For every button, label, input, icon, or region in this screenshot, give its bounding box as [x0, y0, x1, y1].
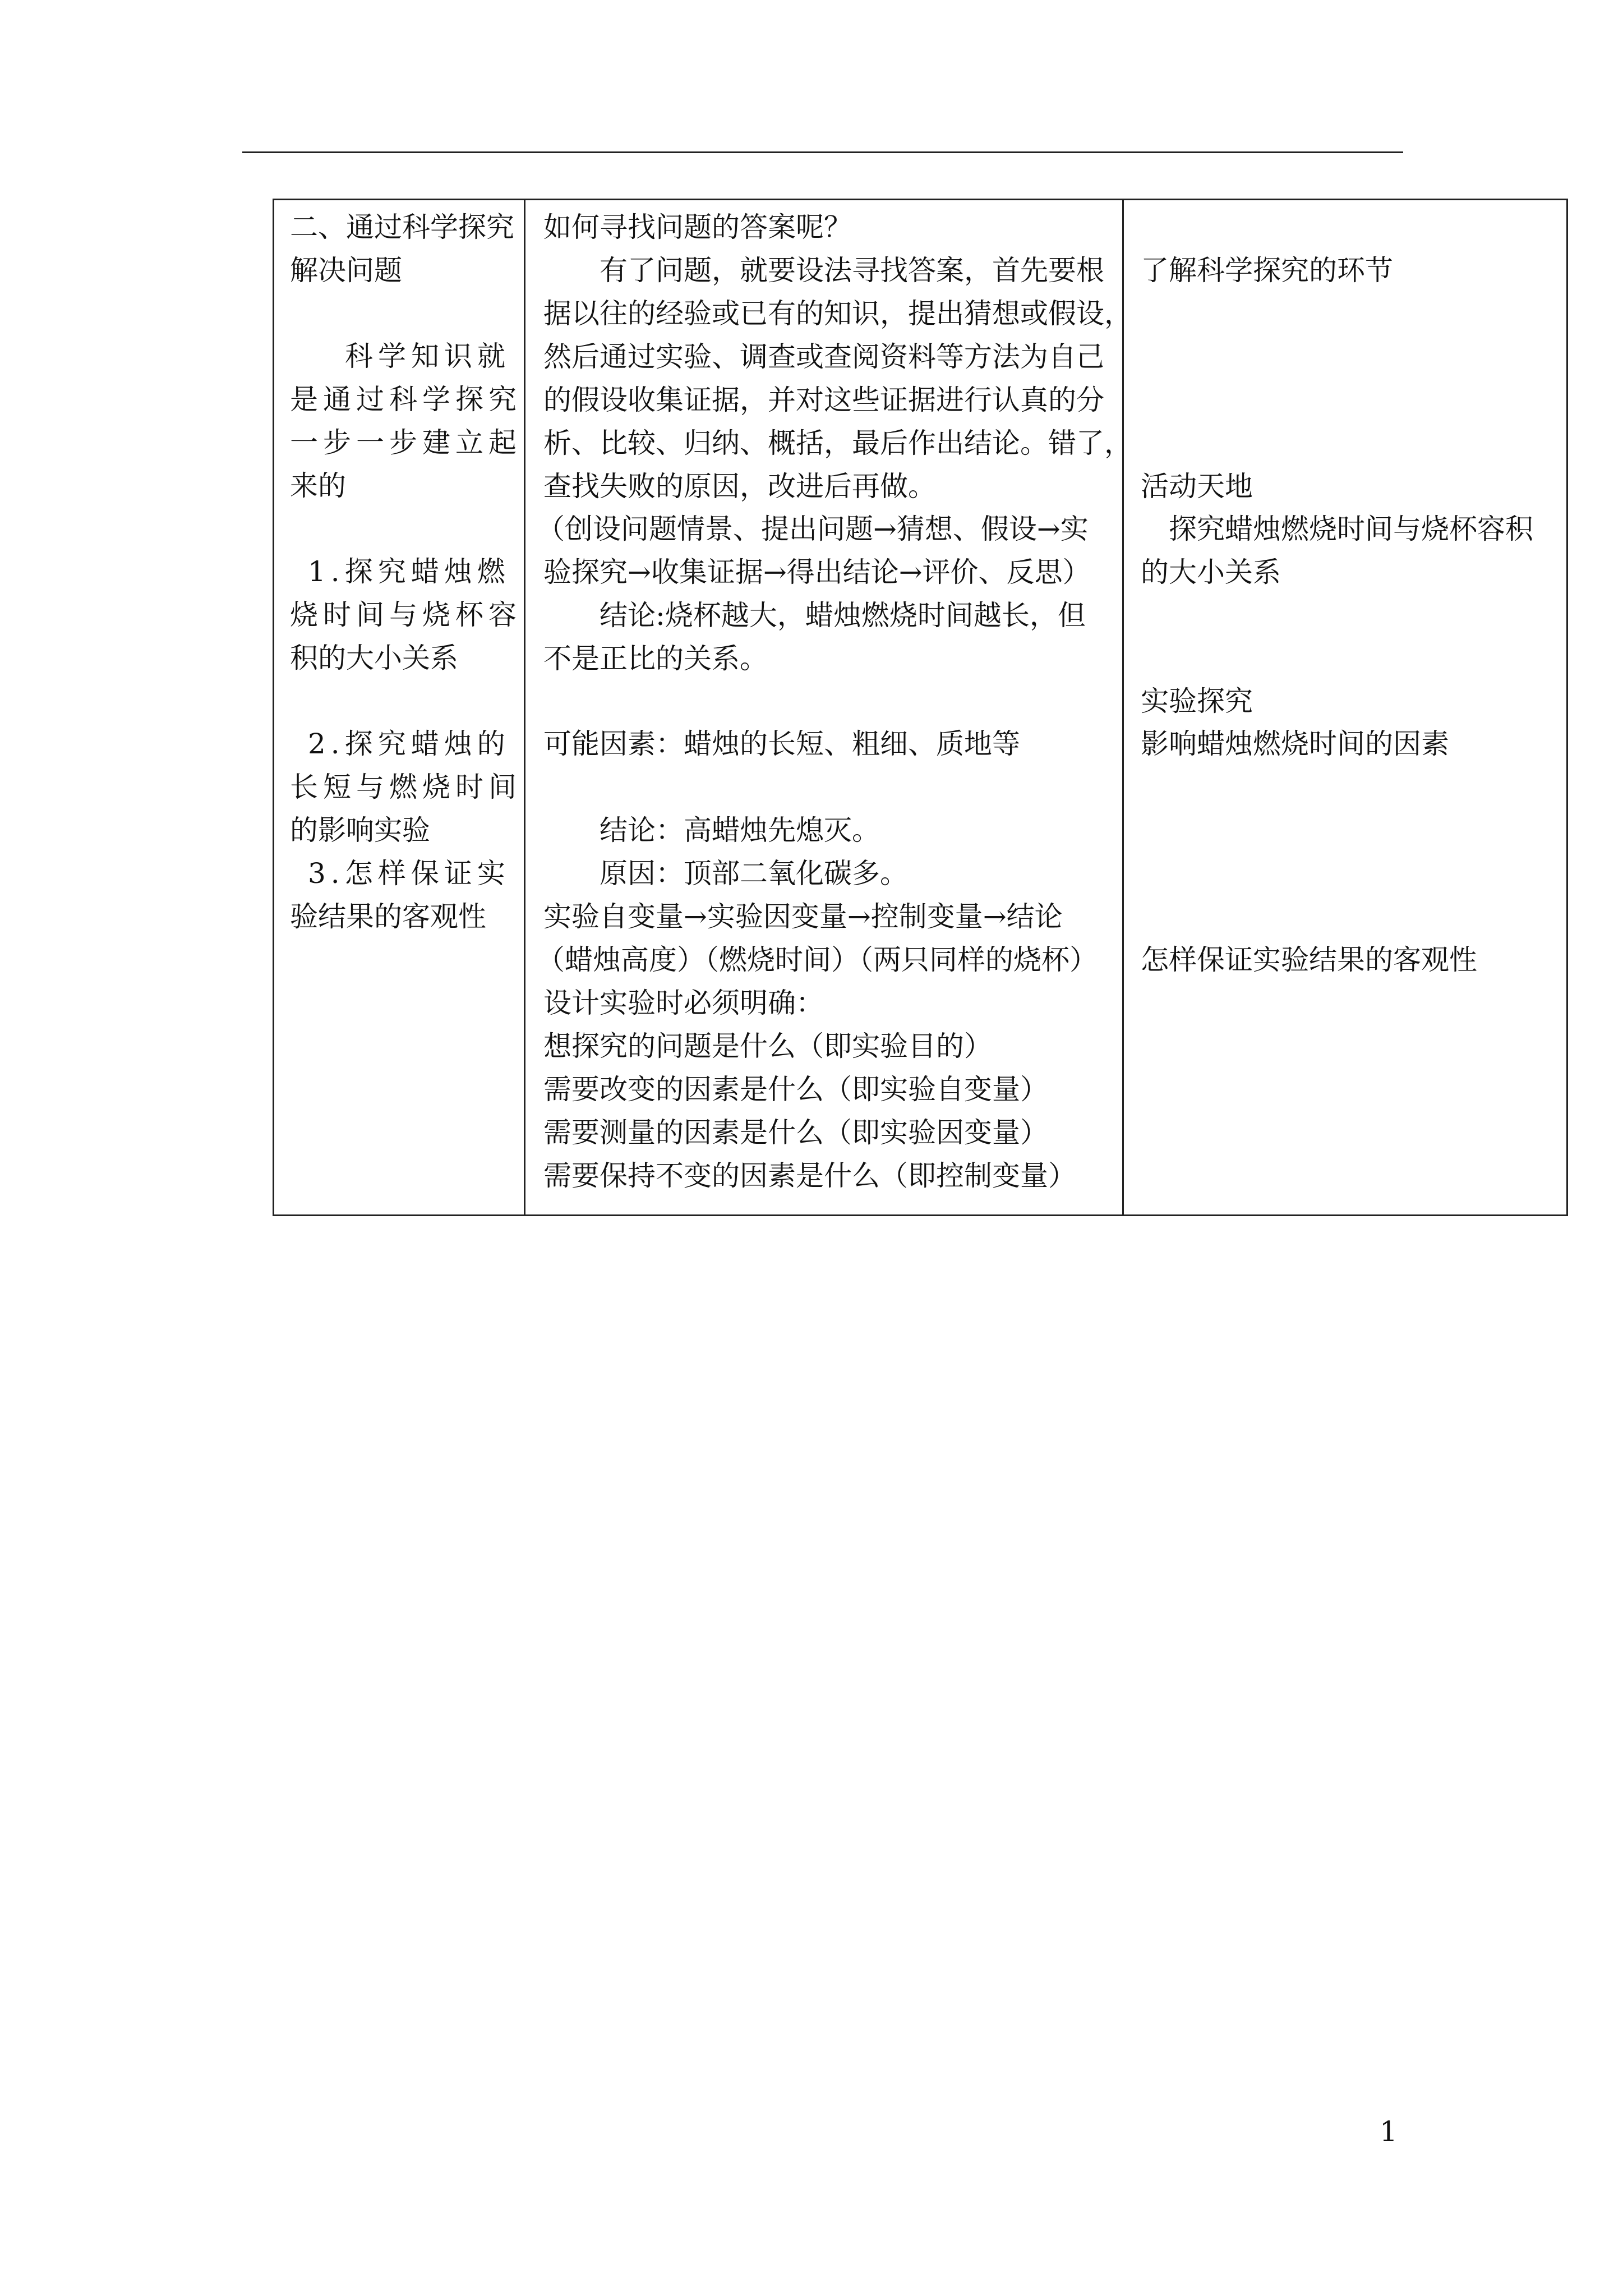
content-line: 结论:烧杯越大，蜡烛燃烧时间越长，但: [600, 599, 1086, 632]
content-line: 实验自变量→实验因变量→控制变量→结论: [543, 900, 1063, 933]
content-line: 的假设收集证据，并对这些证据进行认真的分: [543, 384, 1104, 416]
content-line: 需要改变的因素是什么（即实验自变量）: [543, 1073, 1048, 1106]
topic-line: 科学知识就: [345, 340, 510, 372]
content-line: 可能因素：蜡烛的长短、粗细、质地等: [543, 728, 1020, 760]
topic-line: 烧时间与烧杯容: [290, 599, 522, 631]
topic-line: 3.怎样保证实: [308, 857, 510, 890]
activity-line: 怎样保证实验结果的客观性: [1141, 944, 1477, 976]
topic-line: 长短与燃烧时间: [290, 771, 522, 803]
page-number: 1: [1380, 2115, 1398, 2148]
header-rule: [242, 151, 1403, 153]
content-line: 需要保持不变的因素是什么（即控制变量）: [543, 1159, 1076, 1192]
content-line: （创设问题情景、提出问题→猜想、假设→实: [537, 513, 1089, 545]
content-line: 不是正比的关系。: [543, 642, 768, 675]
topic-line: 一步一步建立起: [290, 426, 522, 459]
activity-line: 活动天地: [1141, 470, 1253, 503]
topic-line: 积的大小关系: [290, 642, 458, 674]
content-line: 查找失败的原因，改进后再做。: [543, 470, 936, 503]
activity-line: 实验探究: [1141, 685, 1253, 717]
topic-column: [274, 200, 525, 1214]
content-line: 析、比较、归纳、概括，最后作出结论。错了，: [543, 427, 1132, 459]
activity-column: [1124, 200, 1566, 1214]
topic-line: 是通过科学探究: [290, 383, 522, 416]
content-line: 有了问题，就要设法寻找答案，首先要根: [600, 254, 1104, 287]
topic-line: 的影响实验: [290, 814, 430, 846]
lesson-table: [273, 199, 1568, 1216]
content-line: （蜡烛高度）（燃烧时间）（两只同样的烧杯）: [537, 944, 1098, 976]
topic-line: 2.探究蜡烛的: [308, 728, 510, 760]
activity-line: 的大小关系: [1141, 556, 1281, 588]
activity-line: 了解科学探究的环节: [1141, 254, 1393, 287]
activity-line: 影响蜡烛燃烧时间的因素: [1141, 728, 1449, 760]
content-line: 如何寻找问题的答案呢？: [543, 211, 852, 243]
content-line: 设计实验时必须明确：: [543, 987, 824, 1019]
content-line: 需要测量的因素是什么（即实验因变量）: [543, 1116, 1048, 1149]
topic-line: 来的: [290, 470, 346, 502]
content-line: 结论：高蜡烛先熄灭。: [600, 814, 880, 846]
content-column: [525, 200, 1132, 1214]
content-line: 原因：顶部二氧化碳多。: [600, 857, 908, 890]
content-line: 验探究→收集证据→得出结论→评价、反思）: [543, 556, 1091, 588]
activity-line: 探究蜡烛燃烧时间与烧杯容积: [1169, 513, 1533, 545]
content-line: 然后通过实验、调查或查阅资料等方法为自己: [543, 341, 1104, 373]
topic-line: 1.探究蜡烛燃: [308, 555, 510, 588]
content-line: 据以往的经验或已有的知识，提出猜想或假设，: [543, 297, 1132, 330]
content-line: 想探究的问题是什么（即实验目的）: [543, 1030, 992, 1062]
topic-line: 解决问题: [290, 254, 402, 287]
topic-line: 二、通过科学探究: [290, 211, 514, 243]
topic-line: 验结果的客观性: [290, 900, 486, 933]
